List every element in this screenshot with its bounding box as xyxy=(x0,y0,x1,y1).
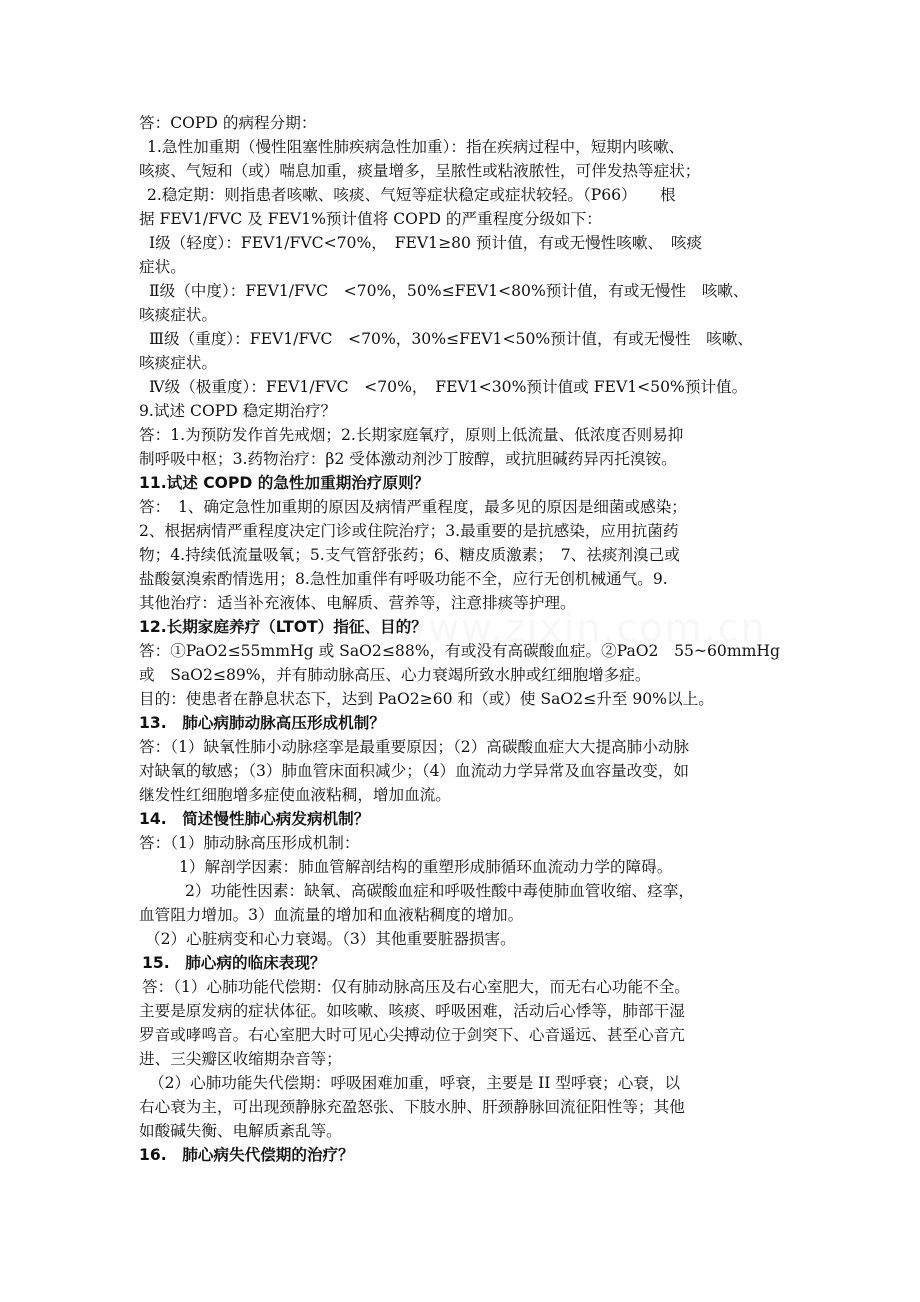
text-line: 答：COPD 的病程分期： xyxy=(139,114,317,132)
question-heading: 15. 肺心病的临床表现？ xyxy=(142,954,326,972)
text-line: 据 FEV1/FVC 及 FEV1%预计值将 COPD 的严重程度分级如下： xyxy=(139,210,602,228)
question-heading: 9.试述 COPD 稳定期治疗？ xyxy=(139,402,337,420)
text-line: 盐酸氨溴索酌情选用；8.急性加重伴有呼吸功能不全，应行无创机械通气。9. xyxy=(139,570,668,588)
document-page xyxy=(139,111,787,1167)
text-line: 目的：使患者在静息状态下，达到 PaO2≥60 和（或）使 SaO2≤升至 90%以上。 xyxy=(139,690,714,708)
question-heading: 12.长期家庭养疗（LTOT）指征、目的？ xyxy=(139,618,427,636)
question-heading: 14. 简述慢性肺心病发病机制？ xyxy=(139,810,370,828)
text-line: 答：1.为预防发作首先戒烟；2.长期家庭氧疗，原则上低流量、低浓度否则易抑 xyxy=(139,426,684,444)
text-line: 如酸碱失衡、电解质紊乱等。 xyxy=(139,1122,342,1140)
text-line: Ⅲ级（重度）：FEV1/FVC <70%，30%≤FEV1<50%预计值，有或无慢性 咳嗽、 xyxy=(149,330,753,348)
text-line: 罗音或哮鸣音。右心室肥大时可见心尖搏动位于剑突下、心音遥远、甚至心音亢 xyxy=(139,1026,685,1044)
text-line: 对缺氧的敏感；（3）肺血管床面积减少；（4）血流动力学异常及血容量改变，如 xyxy=(139,762,690,780)
watermark: www.zixin.com.cn xyxy=(395,606,767,650)
question-heading: 11.试述 COPD 的急性加重期治疗原则？ xyxy=(139,474,430,492)
text-line: 症状。 xyxy=(139,258,186,276)
text-line: （2）心肺功能失代偿期：呼吸困难加重，呼衰，主要是 II 型呼衰；心衰，以 xyxy=(149,1074,681,1092)
text-line: 答：（1）心肺功能代偿期：仅有肺动脉高压及右心室肥大，而无右心功能不全。 xyxy=(142,978,690,996)
text-line: Ⅰ级（轻度）：FEV1/FVC<70%， FEV1≥80 预计值，有或无慢性咳嗽、 咳痰 xyxy=(149,234,703,252)
text-line: 进、三尖瓣区收缩期杂音等； xyxy=(139,1050,342,1068)
text-line: 答：（1）肺动脉高压形成机制： xyxy=(139,834,360,852)
text-line: 右心衰为主，可出现颈静脉充盈怒张、下肢水肿、肝颈静脉回流征阳性等；其他 xyxy=(139,1098,685,1116)
text-line: Ⅳ级（极重度）：FEV1/FVC <70%， FEV1<30%预计值或 FEV1<50%预计值。 xyxy=(149,378,748,396)
text-line: 咳痰症状。 xyxy=(139,306,217,324)
text-line: 2、根据病情严重程度决定门诊或住院治疗；3.最重要的是抗感染，应用抗菌药 xyxy=(139,522,679,540)
text-line: 咳痰、气短和（或）喘息加重，痰量增多，呈脓性或粘液脓性，可伴发热等症状； xyxy=(139,162,701,180)
question-heading: 13. 肺心病肺动脉高压形成机制？ xyxy=(139,714,385,732)
text-line: 答：（1）缺氧性肺小动脉痉挛是最重要原因；（2）高碳酸血症大大提高肺小动脉 xyxy=(139,738,690,756)
text-line: 其他治疗：适当补充液体、电解质、营养等，注意排痰等护理。 xyxy=(139,594,576,612)
text-line: 2）功能性因素：缺氧、高碳酸血症和呼吸性酸中毒使肺血管收缩、痉挛， xyxy=(185,882,694,900)
text-line: 主要是原发病的症状体征。如咳嗽、咳痰、呼吸困难，活动后心悸等，肺部干湿 xyxy=(139,1002,685,1020)
text-line: 1.急性加重期（慢性阻塞性肺疾病急性加重）：指在疾病过程中，短期内咳嗽、 xyxy=(147,138,685,156)
text-line: 或 SaO2≤89%，并有肺动脉高压、心力衰竭所致水肿或红细胞增多症。 xyxy=(139,666,651,684)
text-line: 2.稳定期：则指患者咳嗽、咳痰、气短等症状稳定或症状较轻。（P66） 根 xyxy=(147,186,676,204)
text-line: 答：①PaO2≤55mmHg 或 SaO2≤88%，有或没有高碳酸血症。②PaO2 55~60mmHg xyxy=(139,642,780,660)
text-line: （2）心脏病变和心力衰竭。（3）其他重要脏器损害。 xyxy=(145,930,516,948)
text-line: 1）解剖学因素：肺血管解剖结构的重塑形成肺循环血流动力学的障碍。 xyxy=(179,858,673,876)
text-line: 物；4.持续低流量吸氧；5.支气管舒张药；6、糖皮质激素； 7、祛痰剂溴己或 xyxy=(139,546,680,564)
text-line: 答： 1、确定急性加重期的原因及病情严重程度，最多见的原因是细菌或感染； xyxy=(139,498,687,516)
text-line: 咳痰症状。 xyxy=(139,354,217,372)
text-line: 制呼吸中枢；3.药物治疗：β2 受体激动剂沙丁胺醇，或抗胆碱药异丙托溴铵。 xyxy=(139,450,677,468)
text-line: 继发性红细胞增多症使血液粘稠，增加血流。 xyxy=(139,786,451,804)
text-line: 血管阻力增加。3）血流量的增加和血液粘稠度的增加。 xyxy=(139,906,524,924)
question-heading: 16. 肺心病失代偿期的治疗？ xyxy=(139,1146,354,1164)
text-line: Ⅱ级（中度）：FEV1/FVC <70%，50%≤FEV1<80%预计值，有或无慢性 咳嗽、 xyxy=(149,282,749,300)
